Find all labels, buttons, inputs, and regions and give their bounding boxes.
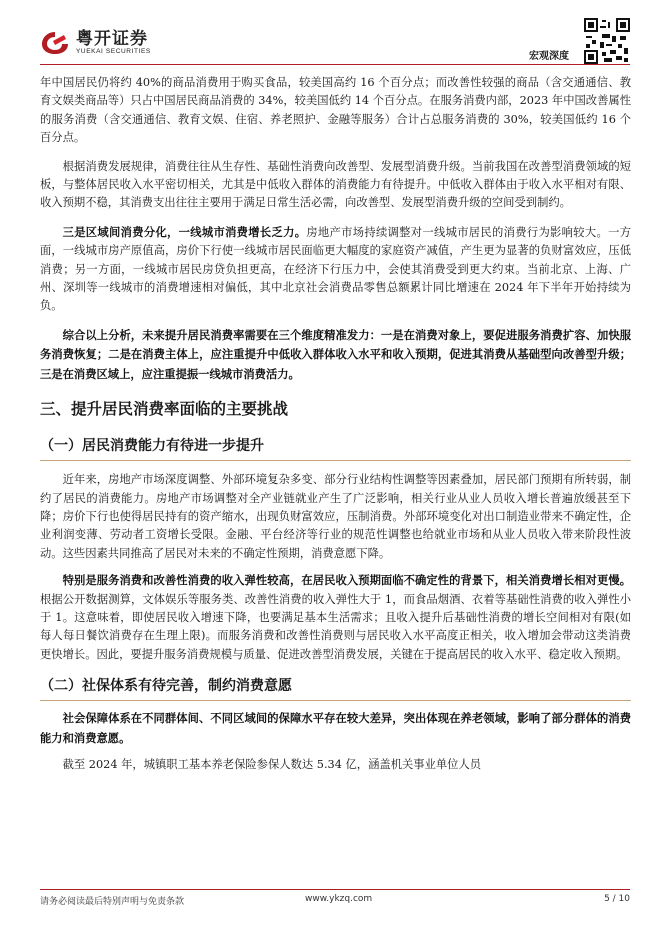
report-type-tag: 宏观深度 <box>529 51 569 62</box>
key-point-elasticity: 特别是服务消费和改善性消费的收入弹性较高，在居民收入预期面临不确定性的背景下，相关消费增长相对更慢。 <box>62 573 631 588</box>
paragraph-consumption-structure: 年中国居民仍将约 40%的商品消费用于购买食品，较美国高约 16 个百分点；而改善性较强的商品（含交通通信、教育文娱类商品等）只占中国居民商品消费的 34%，较美国低约 14 个百分点。在服务消费内部，2023 年中国改善属性的服务消费（含交通通信、教育文娱、住宿、养老照护、金融等服务）合计占总服务消费的 30%，较美国低约 16 个百分点。 <box>40 76 631 145</box>
page-header <box>0 0 662 70</box>
website-link[interactable]: www.ykzq.com <box>305 894 373 904</box>
logo-en-text: YUEKAI SECURITIES <box>76 48 151 55</box>
subsection-title-social-security: （二）社保体系有待完善，制约消费意愿 <box>40 678 292 695</box>
paragraph-regional-divergence <box>40 223 631 316</box>
header-divider <box>40 64 630 65</box>
company-logo <box>40 30 151 56</box>
footer-divider <box>40 889 630 890</box>
subsection-header-2 <box>40 676 631 701</box>
disclaimer-link[interactable]: 请务必阅读最后特别声明与免责条款 <box>40 897 185 907</box>
logo-mark-icon <box>40 30 70 56</box>
paragraph-summary <box>40 326 631 384</box>
subsection-header-1 <box>40 436 631 461</box>
paragraph-income-pressure: 近年来，房地产市场深度调整、外部环境复杂多变、部分行业结构性调整等因素叠加，居民部门预期有所转弱，制约了居民的消费能力。房地产市场调整对全产业链就业产生了广泛影响，相关行业从业人员收入增长普遍放缓甚至下降；房价下行也使得居民持有的资产缩水，出现负财富效应，压制消费。外部环境变化对出口制造业带来不确定性，企业利润变薄、劳动者工资增长受限。金融、平台经济等行业的规范性调整也给就业市场和从业人员收入带来阶段性波动。这些因素共同推高了居民对未来的不确定性预期，消费意愿下降。 <box>40 473 631 560</box>
summary-bold-text: 综合以上分析，未来提升居民消费率需要在三个维度精准发力：一是在消费对象上，要促进服务消费扩容、加快服务消费恢复；二是在消费主体上，应注重提升中低收入群体收入水平和收入预期，促进其消费从基础型向改善型升级；三是在消费区域上，应注重提振一线城市消费活力。 <box>40 327 631 381</box>
page-footer <box>40 889 630 910</box>
paragraph-social-security <box>40 709 631 748</box>
paragraph-elasticity-text: 根据公开数据测算，文体娱乐等服务类、改善性消费的收入弹性大于 1，而食品烟酒、衣着等基础性消费的收入弹性小于 1。这意味着，即使居民收入增速下降，也要满足基本生活需求；且收入提升后基础性消费的增长空间相对有限(如每人每日餐饮消费存在生理上限)。而服务消费和改善性消费则与居民收入水平高度正相关，收入增加会带动这类消费更快增长。因此，要提升服务消费规模与质量、促进改善型消费发展，关键在于提高居民的收入水平、稳定收入预期。 <box>40 592 631 661</box>
page-number: 5 / 10 <box>604 894 630 904</box>
report-body <box>40 74 631 774</box>
paragraph-regional-text: 房地产市场持续调整对一线城市居民的消费行为影响较大。一方面，一线城市房产原值高，房价下行使一线城市居民面临更大幅度的家庭资产减值，产生更为显著的负财富效应，压低消费；另一方面，一线城市居民房贷负担更高，在经济下行压力中，会使其消费受到更大约束。当前北京、上海、广州、深圳等一线城市的消费增速相对偏低，其中北京社会消费品零售总额累计同比增速在 2024 年下半年开始持续为负。 <box>40 225 631 313</box>
logo-cn-text: 粤开证券 <box>76 29 148 49</box>
key-point-social-security: 社会保障体系在不同群体间、不同区域间的保障水平存在较大差异，突出体现在养老领域，影响了部分群体的消费能力和消费意愿。 <box>40 711 631 745</box>
key-point-regional: 三是区域间消费分化，一线城市消费增长乏力。 <box>62 224 307 239</box>
paragraph-pension: 截至 2024 年，城镇职工基本养老保险参保人数达 5.34 亿，涵盖机关事业单位人员 <box>62 757 482 771</box>
subsection-title-consumption-capacity: （一）居民消费能力有待进一步提升 <box>40 438 264 455</box>
section-title-challenges: 三、提升居民消费率面临的主要挑战 <box>40 400 289 419</box>
paragraph-consumption-upgrade: 根据消费发展规律，消费往往从生存性、基础性消费向改善型、发展型消费升级。当前我国在改善型消费领域的短板，与整体居民收入水平密切相关，尤其是中低收入群体的消费能力有待提升。中低收入群体由于收入水平相对有限、收入预期不稳，其消费支出往往主要用于满足日常生活必需，向改善型、发展型消费升级的空间受到制约。 <box>40 159 631 210</box>
qr-code-icon <box>584 18 630 64</box>
paragraph-income-elasticity <box>40 571 631 664</box>
